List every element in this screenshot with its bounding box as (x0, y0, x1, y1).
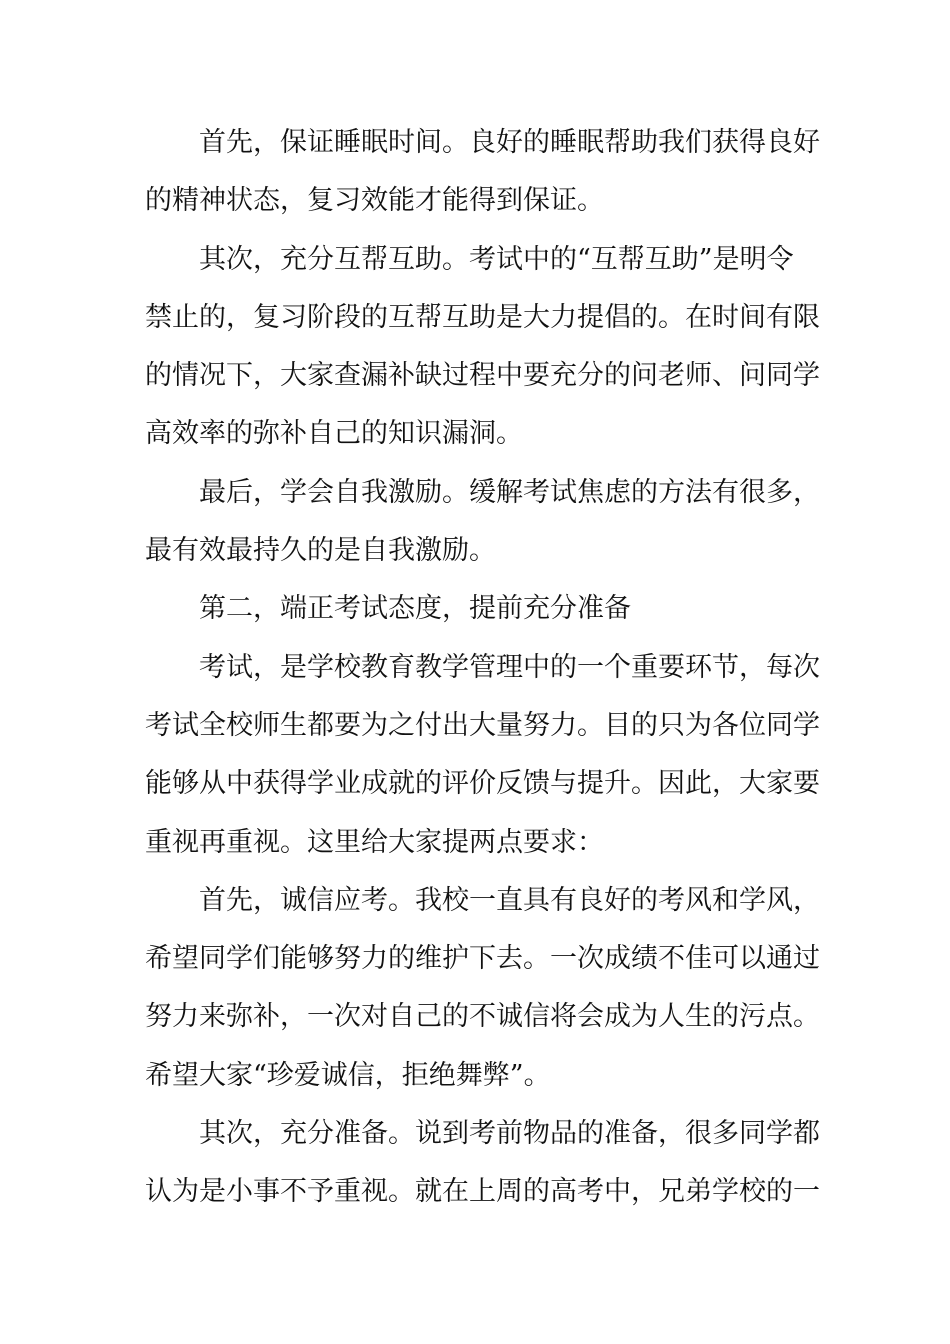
text-line: 重视再重视。这里给大家提两点要求： (145, 826, 604, 858)
text-line: 最后，学会自我激励。缓解考试焦虑的方法有很多， (199, 476, 820, 508)
text-line: 考试全校师生都要为之付出大量努力。目的只为各位同学 (145, 709, 820, 741)
text-line: 希望大家“珍爱诚信，拒绝舞弊”。 (145, 1059, 551, 1091)
text-line: 首先，诚信应考。我校一直具有良好的考风和学风， (199, 884, 820, 916)
text-line: 考试，是学校教育教学管理中的一个重要环节，每次 (199, 651, 820, 683)
text-line: 第二，端正考试态度，提前充分准备 (199, 593, 631, 625)
paragraph-honesty (145, 872, 820, 1105)
paragraph-mutual-help (145, 231, 820, 464)
text-line: 的精神状态，复习效能才能得到保证。 (145, 185, 604, 217)
text-line: 高效率的弥补自己的知识漏洞。 (145, 418, 523, 450)
paragraph-sleep (145, 114, 820, 231)
paragraph-self-motivation (145, 464, 820, 581)
text-line: 认为是小事不予重视。就在上周的高考中，兄弟学校的一 (145, 1176, 820, 1208)
text-line: 的情况下，大家查漏补缺过程中要充分的问老师、问同学 (145, 360, 820, 392)
text-line: 希望同学们能够努力的维护下去。一次成绩不佳可以通过 (145, 943, 820, 975)
text-line: 其次，充分互帮互助。考试中的“互帮互助”是明令 (199, 243, 794, 275)
text-line: 禁止的，复习阶段的互帮互助是大力提倡的。在时间有限 (145, 301, 820, 333)
section-heading-exam-attitude (145, 580, 810, 638)
paragraph-preparation (145, 1105, 820, 1222)
paragraph-exam-importance (145, 639, 820, 872)
text-line: 其次，充分准备。说到考前物品的准备，很多同学都 (199, 1118, 820, 1150)
text-line: 能够从中获得学业成就的评价反馈与提升。因此，大家要 (145, 768, 820, 800)
text-line: 最有效最持久的是自我激励。 (145, 535, 496, 567)
text-line: 努力来弥补，一次对自己的不诚信将会成为人生的污点。 (145, 1001, 820, 1033)
document-body (145, 114, 820, 1222)
text-line: 首先，保证睡眠时间。良好的睡眠帮助我们获得良好 (199, 127, 820, 158)
